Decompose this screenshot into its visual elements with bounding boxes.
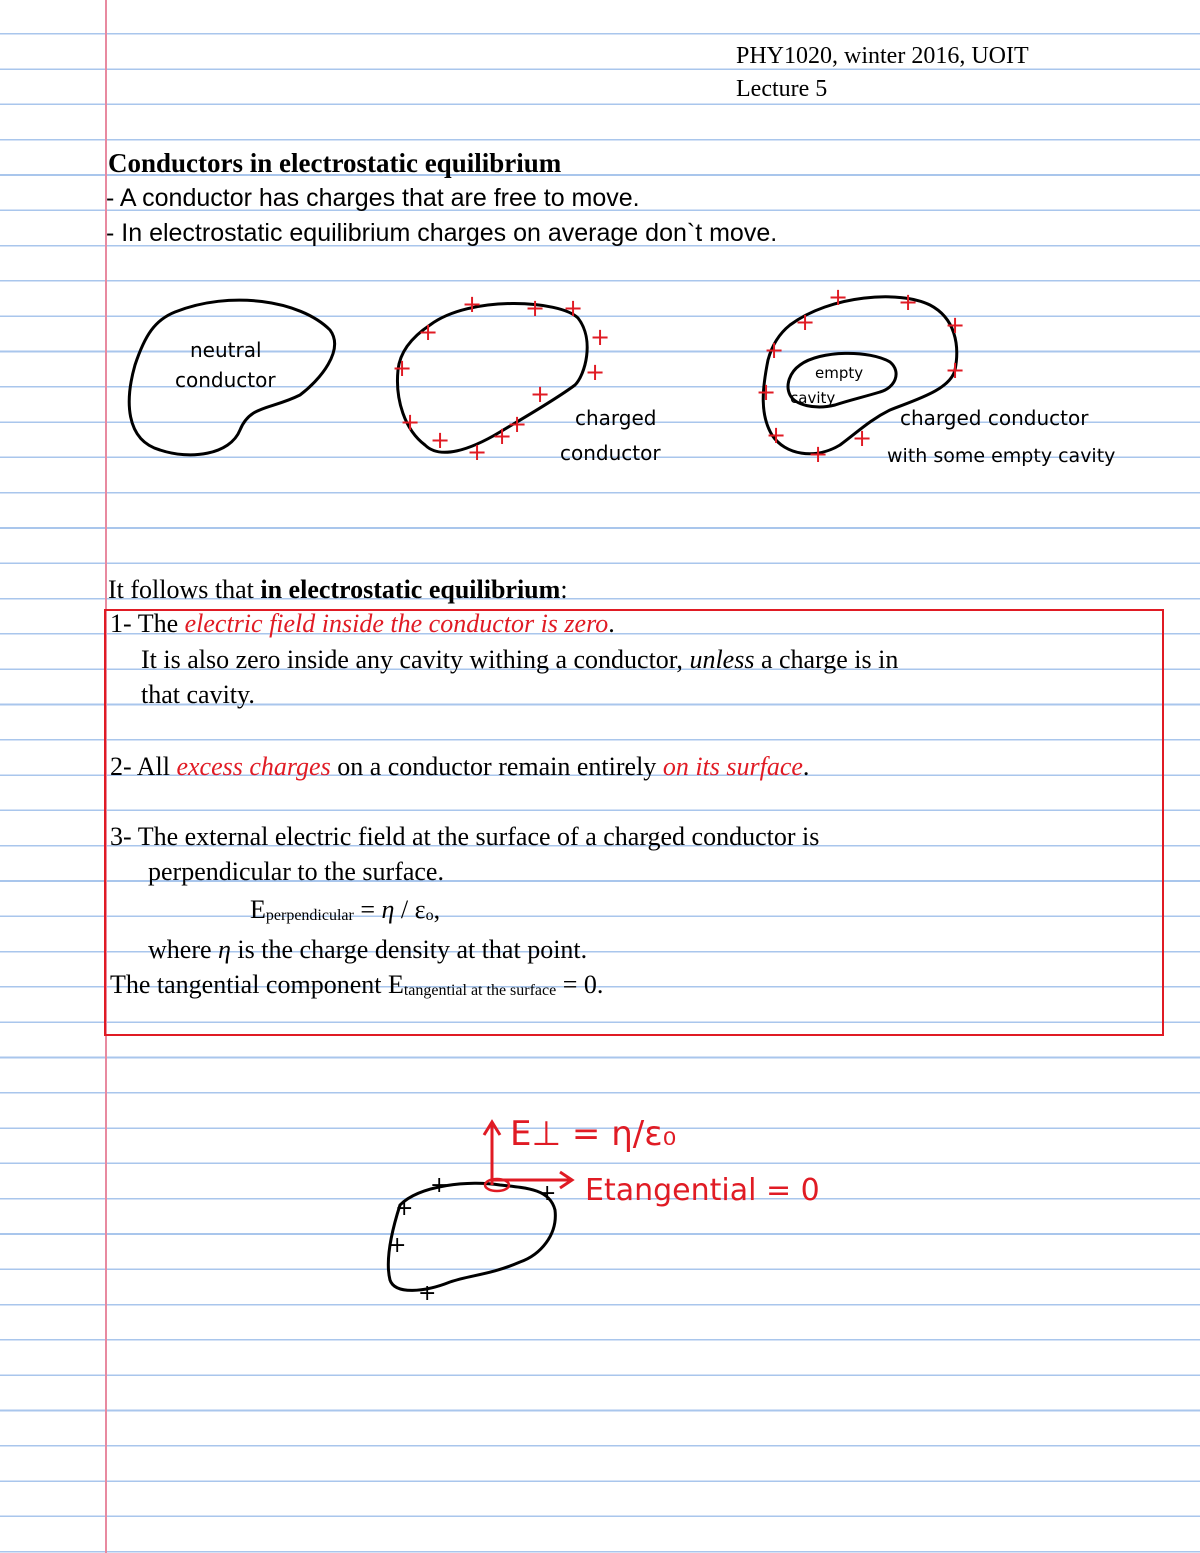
tang-b: = 0. — [556, 970, 604, 999]
eq-eta: η — [381, 895, 395, 924]
tang-a: The tangential component E — [110, 970, 404, 999]
point-1-unless: unless — [689, 645, 755, 674]
where-b: is the charge density at that point. — [230, 935, 588, 964]
plus-sign: + — [467, 438, 488, 466]
plus-sign: + — [828, 283, 849, 311]
plus-sign: + — [507, 410, 528, 438]
perpendicular-arrow — [484, 1122, 500, 1185]
point-2-highlight-1: excess charges — [176, 752, 331, 781]
tang-sub: tangential at the surface — [403, 982, 557, 999]
point-1 — [110, 609, 615, 639]
point-2-mid: on a conductor remain entirely — [330, 752, 663, 781]
plus-sign: + — [766, 421, 787, 449]
eq-sub: perpendicular — [265, 907, 354, 924]
follows-prefix: It follows that — [108, 575, 261, 604]
plus-sign: + — [400, 408, 421, 436]
plus-sign: + — [590, 323, 611, 351]
e-perp-label: E⊥ = η/ε₀ — [510, 1114, 677, 1154]
point-2-end: . — [802, 752, 810, 781]
plus-sign: + — [388, 1233, 407, 1258]
bullet-no-motion: - In electrostatic equilibrium charges on average don`t move. — [106, 219, 778, 247]
plus-sign: + — [430, 426, 451, 454]
plus-sign: + — [764, 336, 785, 364]
plus-sign: + — [492, 422, 513, 450]
lecture-number: Lecture 5 — [736, 76, 828, 102]
point-3: 3- The external electric field at the surface of a charged conductor is — [110, 822, 820, 851]
plus-sign: + — [462, 290, 483, 318]
point-1-line3: that cavity. — [141, 680, 255, 709]
plus-sign: + — [563, 294, 584, 322]
plus-sign: + — [418, 1281, 437, 1306]
point-1-num: 1- The — [110, 609, 185, 638]
course-title: PHY1020, winter 2016, UOIT — [736, 43, 1029, 69]
cavity-label-line1: empty — [815, 364, 864, 382]
point-2 — [110, 752, 809, 782]
charged-label-line1: charged — [575, 406, 657, 430]
plus-sign: + — [808, 440, 829, 468]
point-1-end: . — [608, 609, 615, 638]
point-1-line2-a: It is also zero inside any cavity withing a conductor, — [141, 645, 690, 674]
point-2-num: 2- All — [110, 752, 177, 781]
neutral-label-line2: conductor — [175, 368, 276, 392]
plus-sign: + — [585, 358, 606, 386]
e-tang-label: Etangential = 0 — [585, 1173, 820, 1208]
where-line — [148, 935, 587, 965]
where-a: where — [148, 935, 219, 964]
plus-sign: + — [945, 311, 966, 339]
plus-sign: + — [418, 318, 439, 346]
follows-bold: in electrostatic equilibrium — [260, 575, 561, 604]
eq-eps-sub: o — [425, 907, 434, 924]
plus-sign: + — [852, 424, 873, 452]
eq-rest-a: = — [353, 895, 382, 924]
plus-sign: + — [525, 294, 546, 322]
eq-end: , — [433, 895, 441, 924]
point-2-highlight-2: on its surface — [662, 752, 803, 781]
eq-rest-b: / ε — [394, 895, 426, 924]
cavity-caption-line1: charged conductor — [900, 406, 1089, 430]
where-eta: η — [218, 935, 231, 964]
follows-line — [108, 575, 568, 605]
cavity-caption-line2: with some empty cavity — [887, 445, 1116, 467]
plus-sign: + — [795, 308, 816, 336]
point-1-line2 — [141, 645, 898, 675]
point-1-highlight: electric field inside the conductor is zero — [184, 609, 609, 638]
eq-e: E — [250, 895, 266, 924]
plus-sign: + — [530, 380, 551, 408]
perpendicular-equation — [250, 895, 440, 925]
plus-sign: + — [430, 1173, 449, 1198]
tangential-line — [110, 970, 603, 1000]
point-1-line2-b: a charge is in — [754, 645, 899, 674]
follows-suffix: : — [560, 575, 568, 604]
plus-sign: + — [538, 1181, 557, 1206]
charged-label-line2: conductor — [560, 441, 661, 465]
plus-sign: + — [395, 1196, 414, 1221]
neutral-label-line1: neutral — [190, 338, 262, 362]
point-3-line2: perpendicular to the surface. — [148, 857, 444, 886]
plus-sign: + — [392, 354, 413, 382]
charged-plus-signs — [392, 290, 610, 466]
plus-sign: + — [898, 288, 919, 316]
section-title: Conductors in electrostatic equilibrium — [108, 148, 562, 178]
plus-sign: + — [945, 356, 966, 384]
cavity-label-line2: cavity — [790, 389, 836, 407]
bullet-free-charges: - A conductor has charges that are free to move. — [106, 184, 640, 212]
plus-sign: + — [756, 378, 777, 406]
surface-plus-signs — [388, 1173, 556, 1306]
